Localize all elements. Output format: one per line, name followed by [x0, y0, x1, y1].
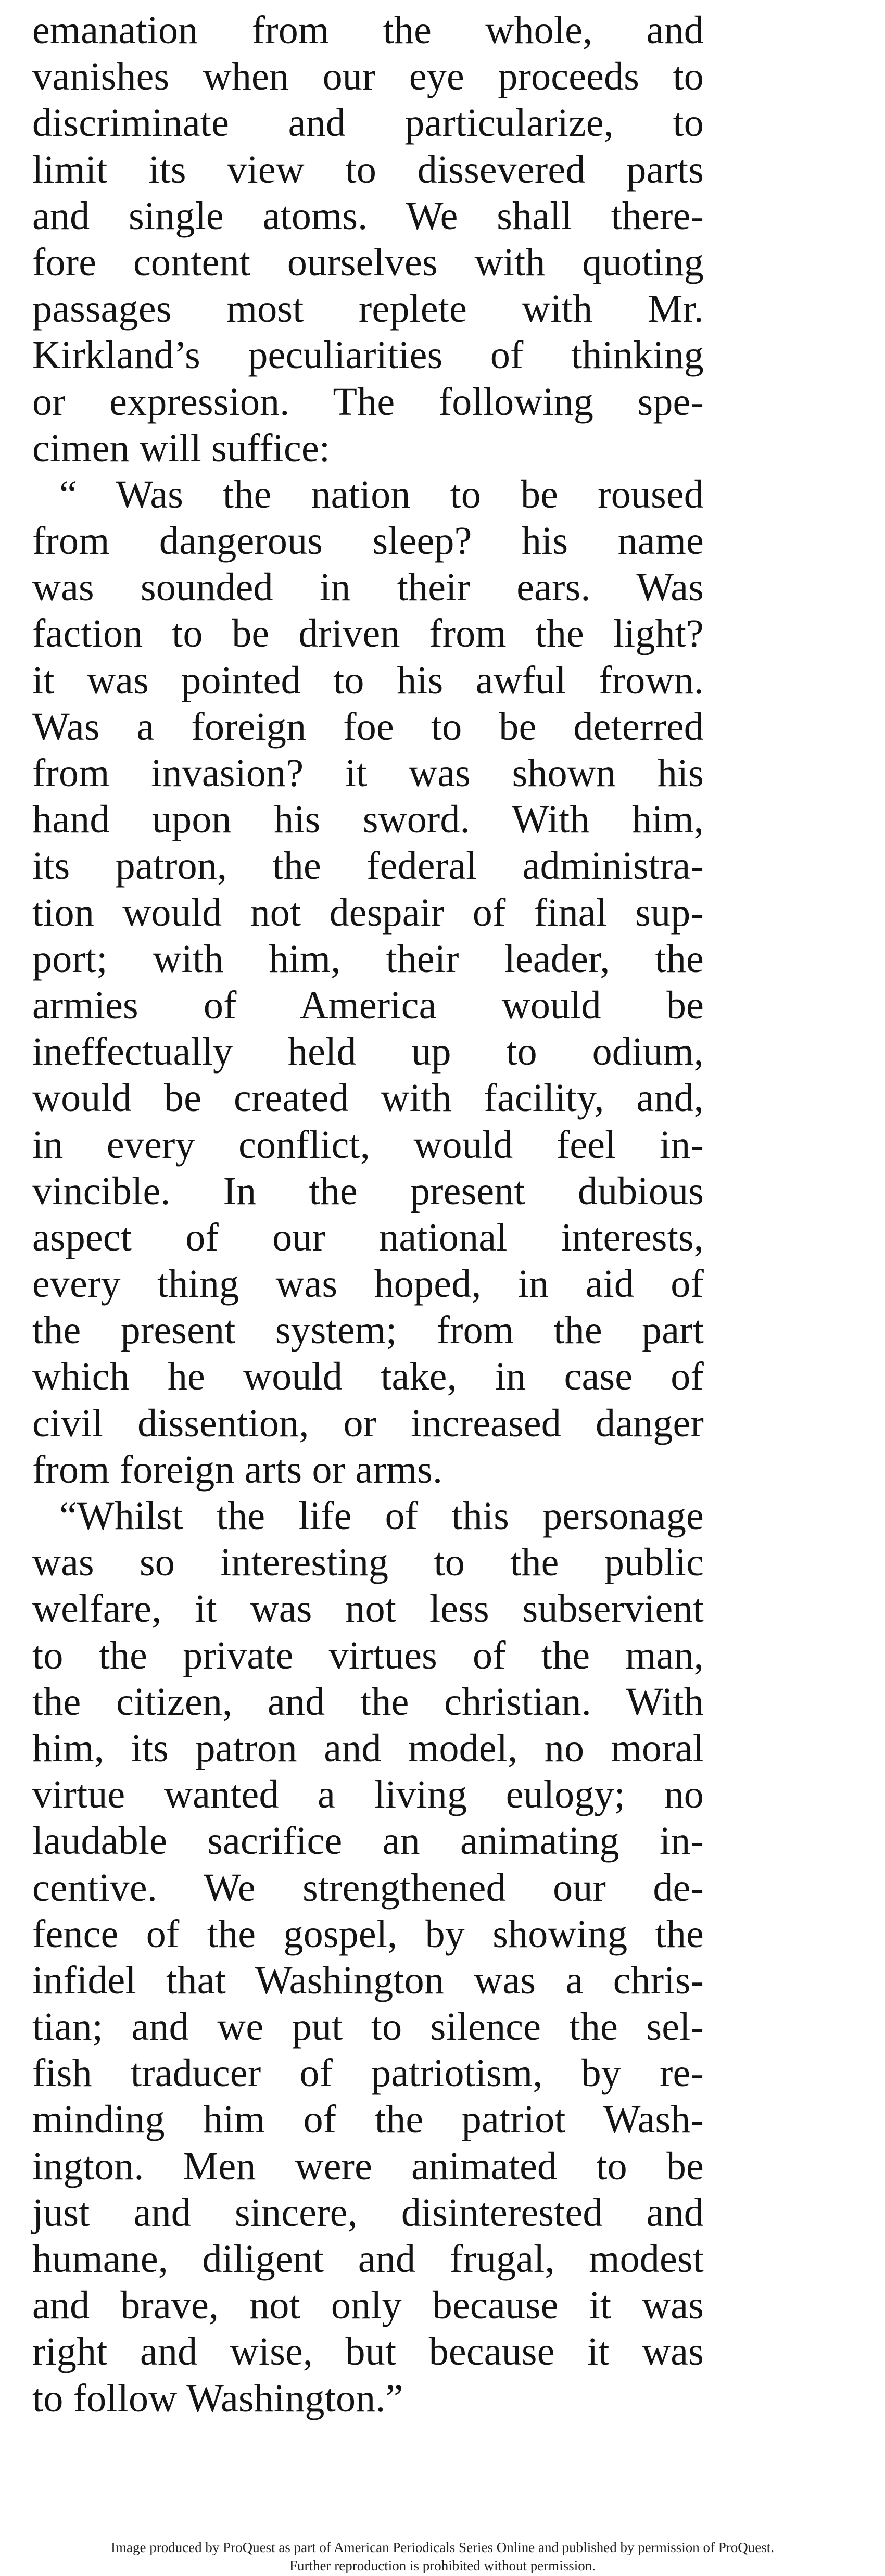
text-line: its patron, the federal administra-: [32, 844, 704, 888]
text-line: emanation from the whole, and: [32, 8, 704, 52]
footer-line-1: Image produced by ProQuest as part of American Periodicals Series Online and published by permission of ProQuest.: [111, 2540, 774, 2555]
text-line: virtue wanted a living eulogy; no: [32, 1773, 704, 1817]
text-line: fish traducer of patriotism, by re-: [32, 2051, 704, 2095]
text-line: infidel that Washington was a chris-: [32, 1958, 704, 2002]
text-line: passages most replete with Mr.: [32, 287, 704, 331]
text-line: to follow Washington.”: [32, 2376, 403, 2420]
text-line: limit its view to dissevered parts: [32, 147, 704, 192]
text-line: it was pointed to his awful frown.: [32, 658, 704, 702]
text-line: ineffectually held up to odium,: [32, 1030, 704, 1074]
text-line: civil dissention, or increased danger: [32, 1401, 704, 1445]
text-line: tian; and we put to silence the sel-: [32, 2005, 704, 2049]
text-line: or expression. The following spe-: [32, 380, 704, 424]
text-line: “Whilst the life of this personage: [59, 1494, 704, 1538]
text-line: humane, diligent and frugal, modest: [32, 2237, 704, 2281]
text-line: him, its patron and model, no moral: [32, 1726, 704, 1770]
text-line: to the private virtues of the man,: [32, 1633, 704, 1677]
text-line: Was a foreign foe to be deterred: [32, 704, 704, 749]
text-line: which he would take, in case of: [32, 1355, 704, 1399]
text-line: just and sincere, disinterested and: [32, 2190, 704, 2234]
text-line: laudable sacrifice an animating in-: [32, 1819, 704, 1863]
text-line: aspect of our national interests,: [32, 1215, 704, 1259]
text-line: minding him of the patriot Wash-: [32, 2098, 704, 2142]
text-line: from foreign arts or arms.: [32, 1447, 443, 1492]
text-line: welfare, it was not less subservient: [32, 1587, 704, 1631]
text-line: from dangerous sleep? his name: [32, 519, 704, 563]
text-line: vanishes when our eye proceeds to: [32, 55, 704, 99]
text-line: right and wise, but because it was: [32, 2330, 704, 2374]
text-line: the citizen, and the christian. With: [32, 1680, 704, 1724]
text-line: armies of America would be: [32, 983, 704, 1027]
text-line: fore content ourselves with quoting: [32, 240, 704, 284]
text-line: ington. Men were animated to be: [32, 2144, 704, 2188]
text-line: “ Was the nation to be roused: [59, 472, 704, 516]
text-line: was so interesting to the public: [32, 1540, 704, 1585]
text-line: the present system; from the part: [32, 1308, 704, 1353]
text-line: in every conflict, would feel in-: [32, 1122, 704, 1167]
text-line: vincible. In the present dubious: [32, 1169, 704, 1213]
text-line: and brave, not only because it was: [32, 2283, 704, 2328]
text-line: hand upon his sword. With him,: [32, 798, 704, 842]
text-line: port; with him, their leader, the: [32, 937, 704, 981]
text-line: Kirkland’s peculiarities of thinking: [32, 333, 704, 377]
article-text-column: [32, 7, 704, 2422]
text-line: discriminate and particularize, to: [32, 101, 704, 145]
text-line: centive. We strengthened our de-: [32, 1865, 704, 1910]
copyright-footer: [0, 2539, 885, 2575]
text-line: was sounded in their ears. Was: [32, 565, 704, 610]
text-line: and single atoms. We shall there-: [32, 194, 704, 238]
text-line: tion would not despair of final sup-: [32, 890, 704, 935]
text-line: faction to be driven from the light?: [32, 612, 704, 656]
text-line: would be created with facility, and,: [32, 1076, 704, 1120]
footer-line-2: Further reproduction is prohibited without permission.: [289, 2558, 596, 2573]
text-line: from invasion? it was shown his: [32, 751, 704, 795]
text-line: cimen will suffice:: [32, 426, 331, 470]
text-line: every thing was hoped, in aid of: [32, 1262, 704, 1306]
text-line: fence of the gospel, by showing the: [32, 1912, 704, 1956]
